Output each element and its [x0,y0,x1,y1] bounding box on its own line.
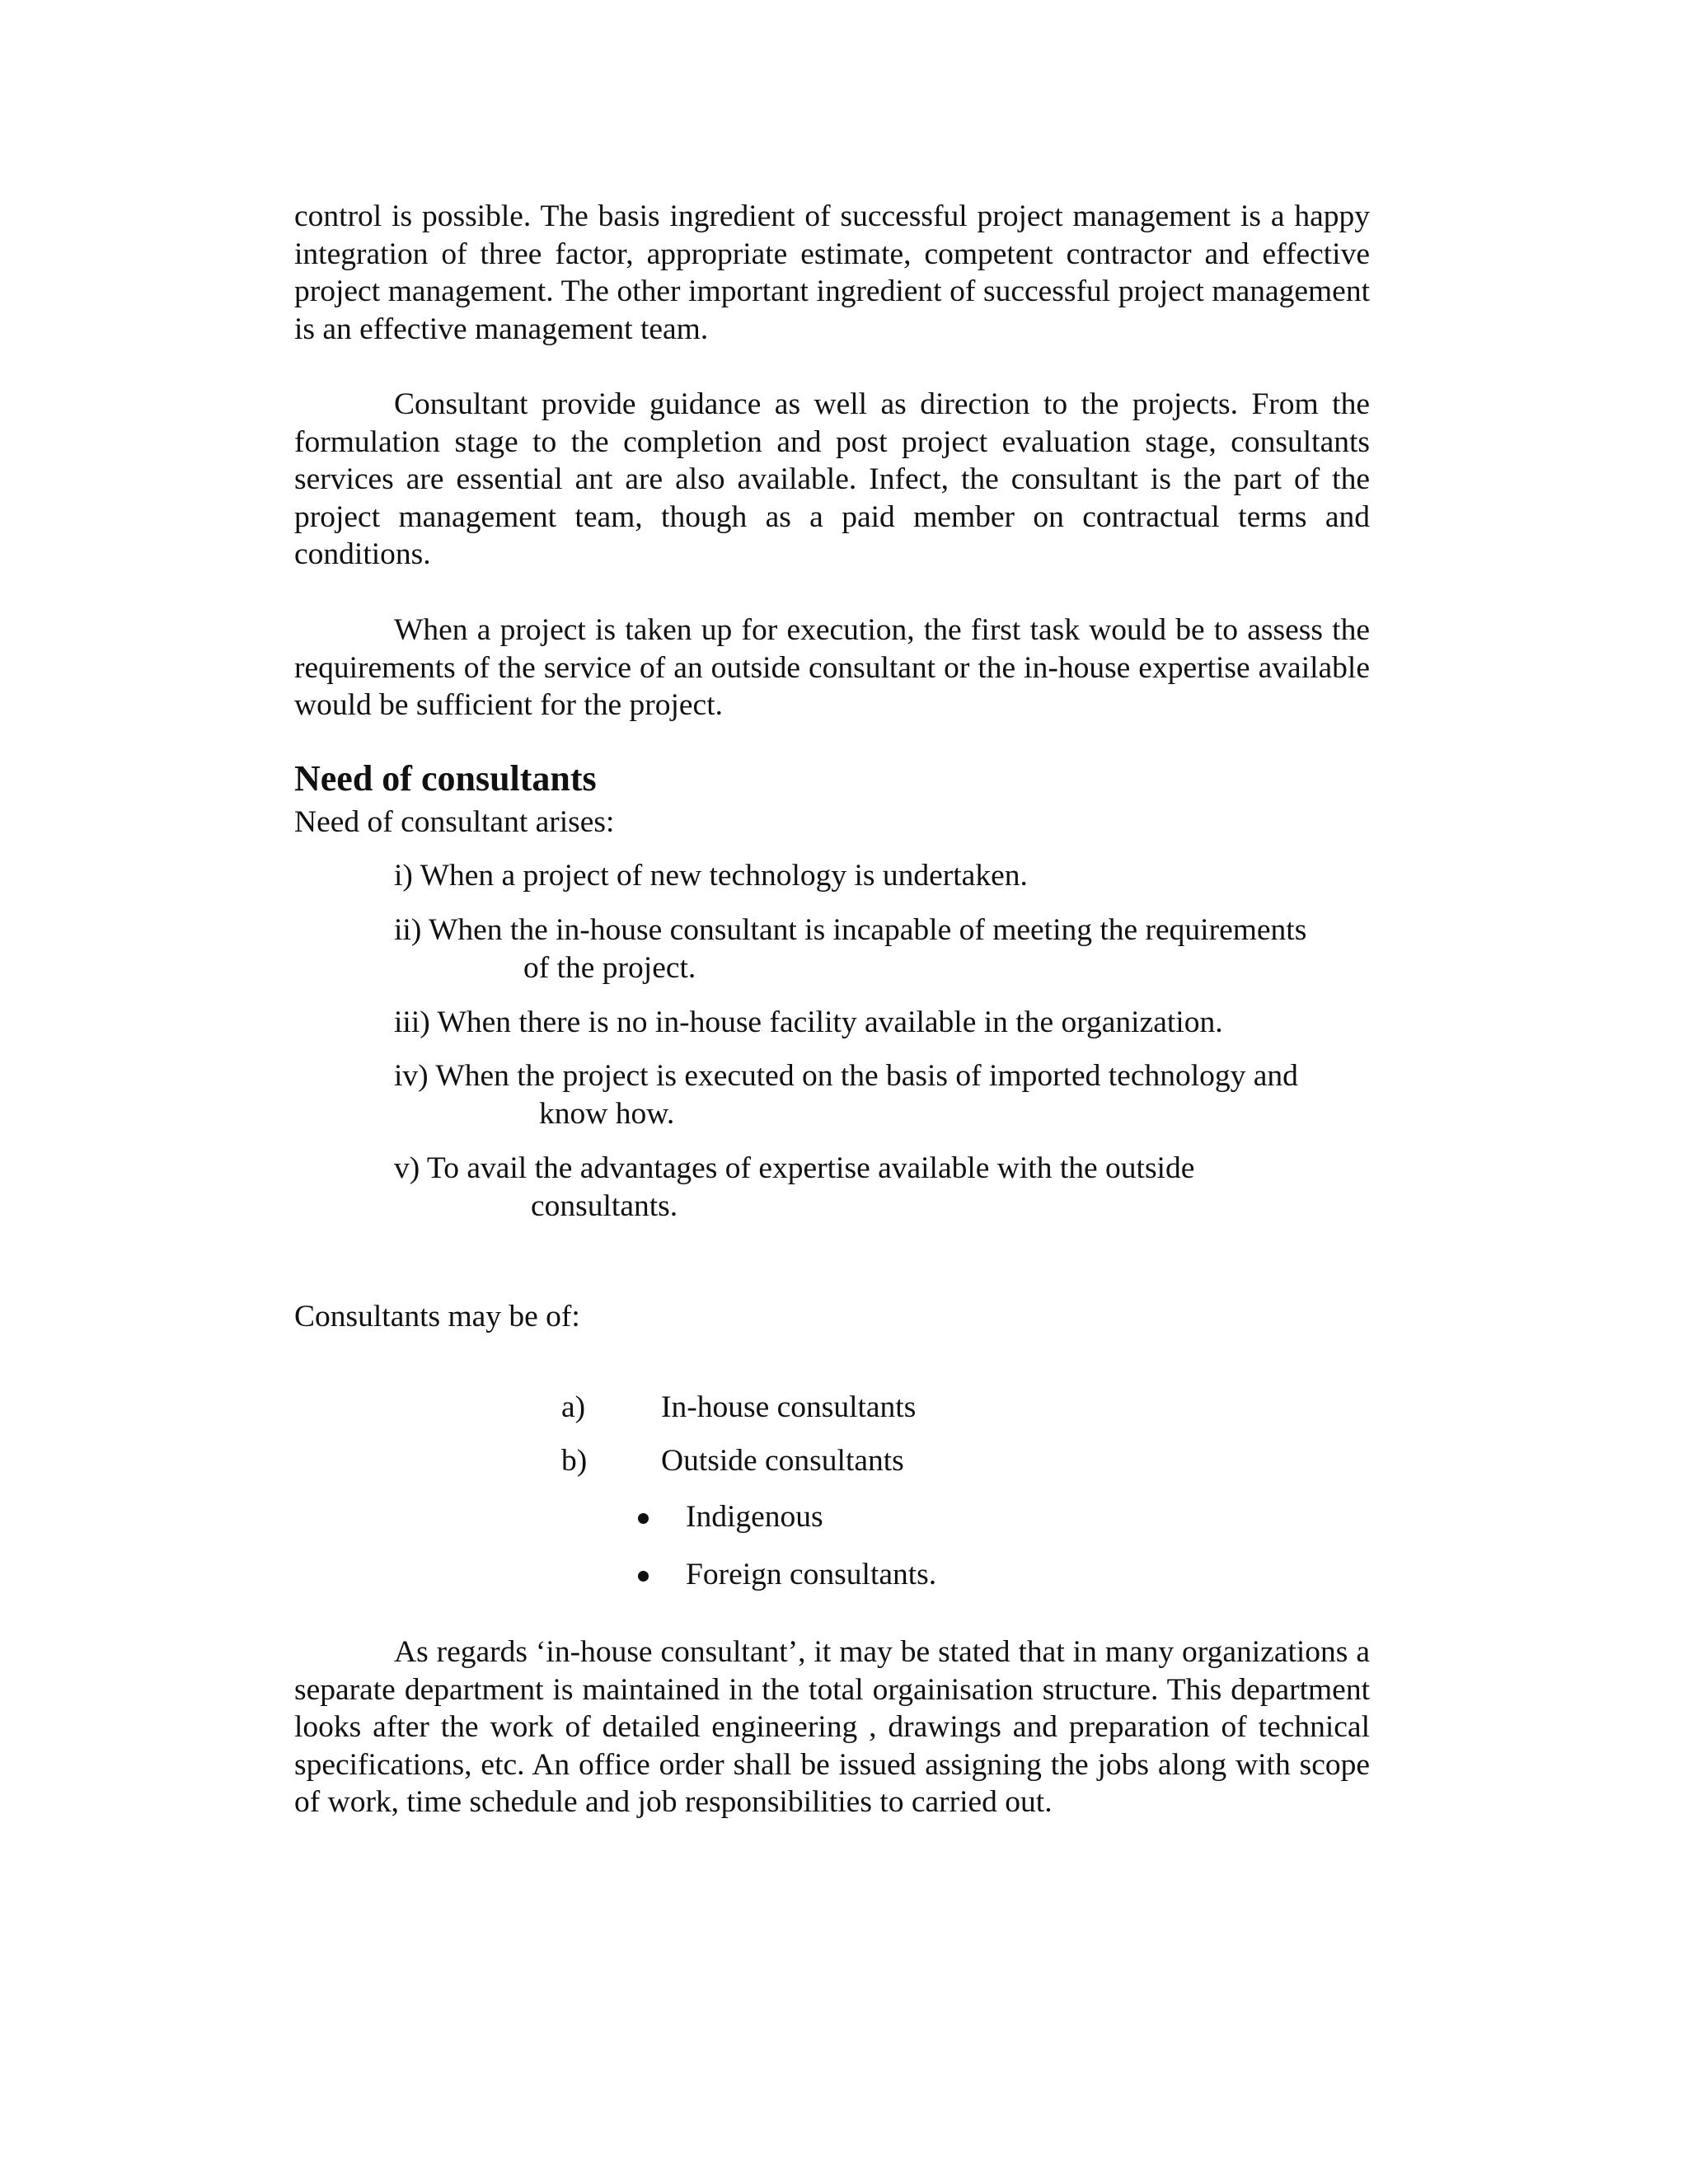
bullet-item-foreign: Foreign consultants. [686,1558,937,1591]
bullet-icon [638,1571,649,1582]
need-item-continuation: of the project. [523,950,696,985]
need-item-text: v) To avail the advantages of expertise available with the outside [394,1151,1195,1185]
need-item-continuation: know how. [539,1096,675,1131]
bullet-item-indigenous: Indigenous [686,1500,823,1534]
need-item-text: iv) When the project is executed on the basis of imported technology and [394,1059,1298,1093]
consultant-types-intro: Consultants may be of: [294,1300,580,1333]
list-marker-b: b) [561,1444,588,1478]
section-heading: Need of consultants [294,758,597,799]
bullet-icon [638,1513,649,1524]
paragraph-consultant-guidance: Consultant provide guidance as well as direction to the projects. From the formulation stage to the completion and post project evaluation stage, consultants services are essential ant are also available. Infect, the consultant is the part of the project management team, though as a paid member on contractual terms and conditions. [294,387,1370,572]
paragraph-project-management: control is possible. The basis ingredient of successful project management is a happy integration of three factor, appropriate estimate, competent contractor and effective project management. The other important ingredient of successful project management is an effective management team. [294,199,1370,346]
section-intro: Need of consultant arises: [294,805,615,839]
need-list-item [394,1150,1375,1225]
paragraph-in-house-consultant: As regards ‘in-house consultant’, it may be stated that in many organizations a separate department is maintained in the total orgainisation structure. This department looks after the work of detailed engineering , drawings and preparation of technical specifications, etc. An office order shall be issued assigning the jobs along with scope of work, time schedule and job responsibilities to carried out. [294,1635,1370,1820]
consultant-type-outside: Outside consultants [661,1444,904,1478]
paragraph-project-execution: When a project is taken up for execution, the first task would be to assess the requirements of the service of an outside consultant or the in-house expertise available would be sufficient for the project. [294,613,1370,723]
list-marker-a: a) [561,1390,586,1424]
consultant-type-in-house: In-house consultants [661,1390,917,1424]
need-list-item [394,1057,1375,1132]
need-list-item [394,857,1375,895]
need-item-text: ii) When the in-house consultant is incapable of meeting the requirements [394,913,1307,947]
need-item-continuation: consultants. [531,1188,678,1223]
need-list-item [394,1004,1375,1042]
need-item-text: i) When a project of new technology is undertaken. [394,859,1028,893]
need-list-item [394,912,1375,987]
need-item-text: iii) When there is no in-house facility available in the organization. [394,1005,1223,1039]
